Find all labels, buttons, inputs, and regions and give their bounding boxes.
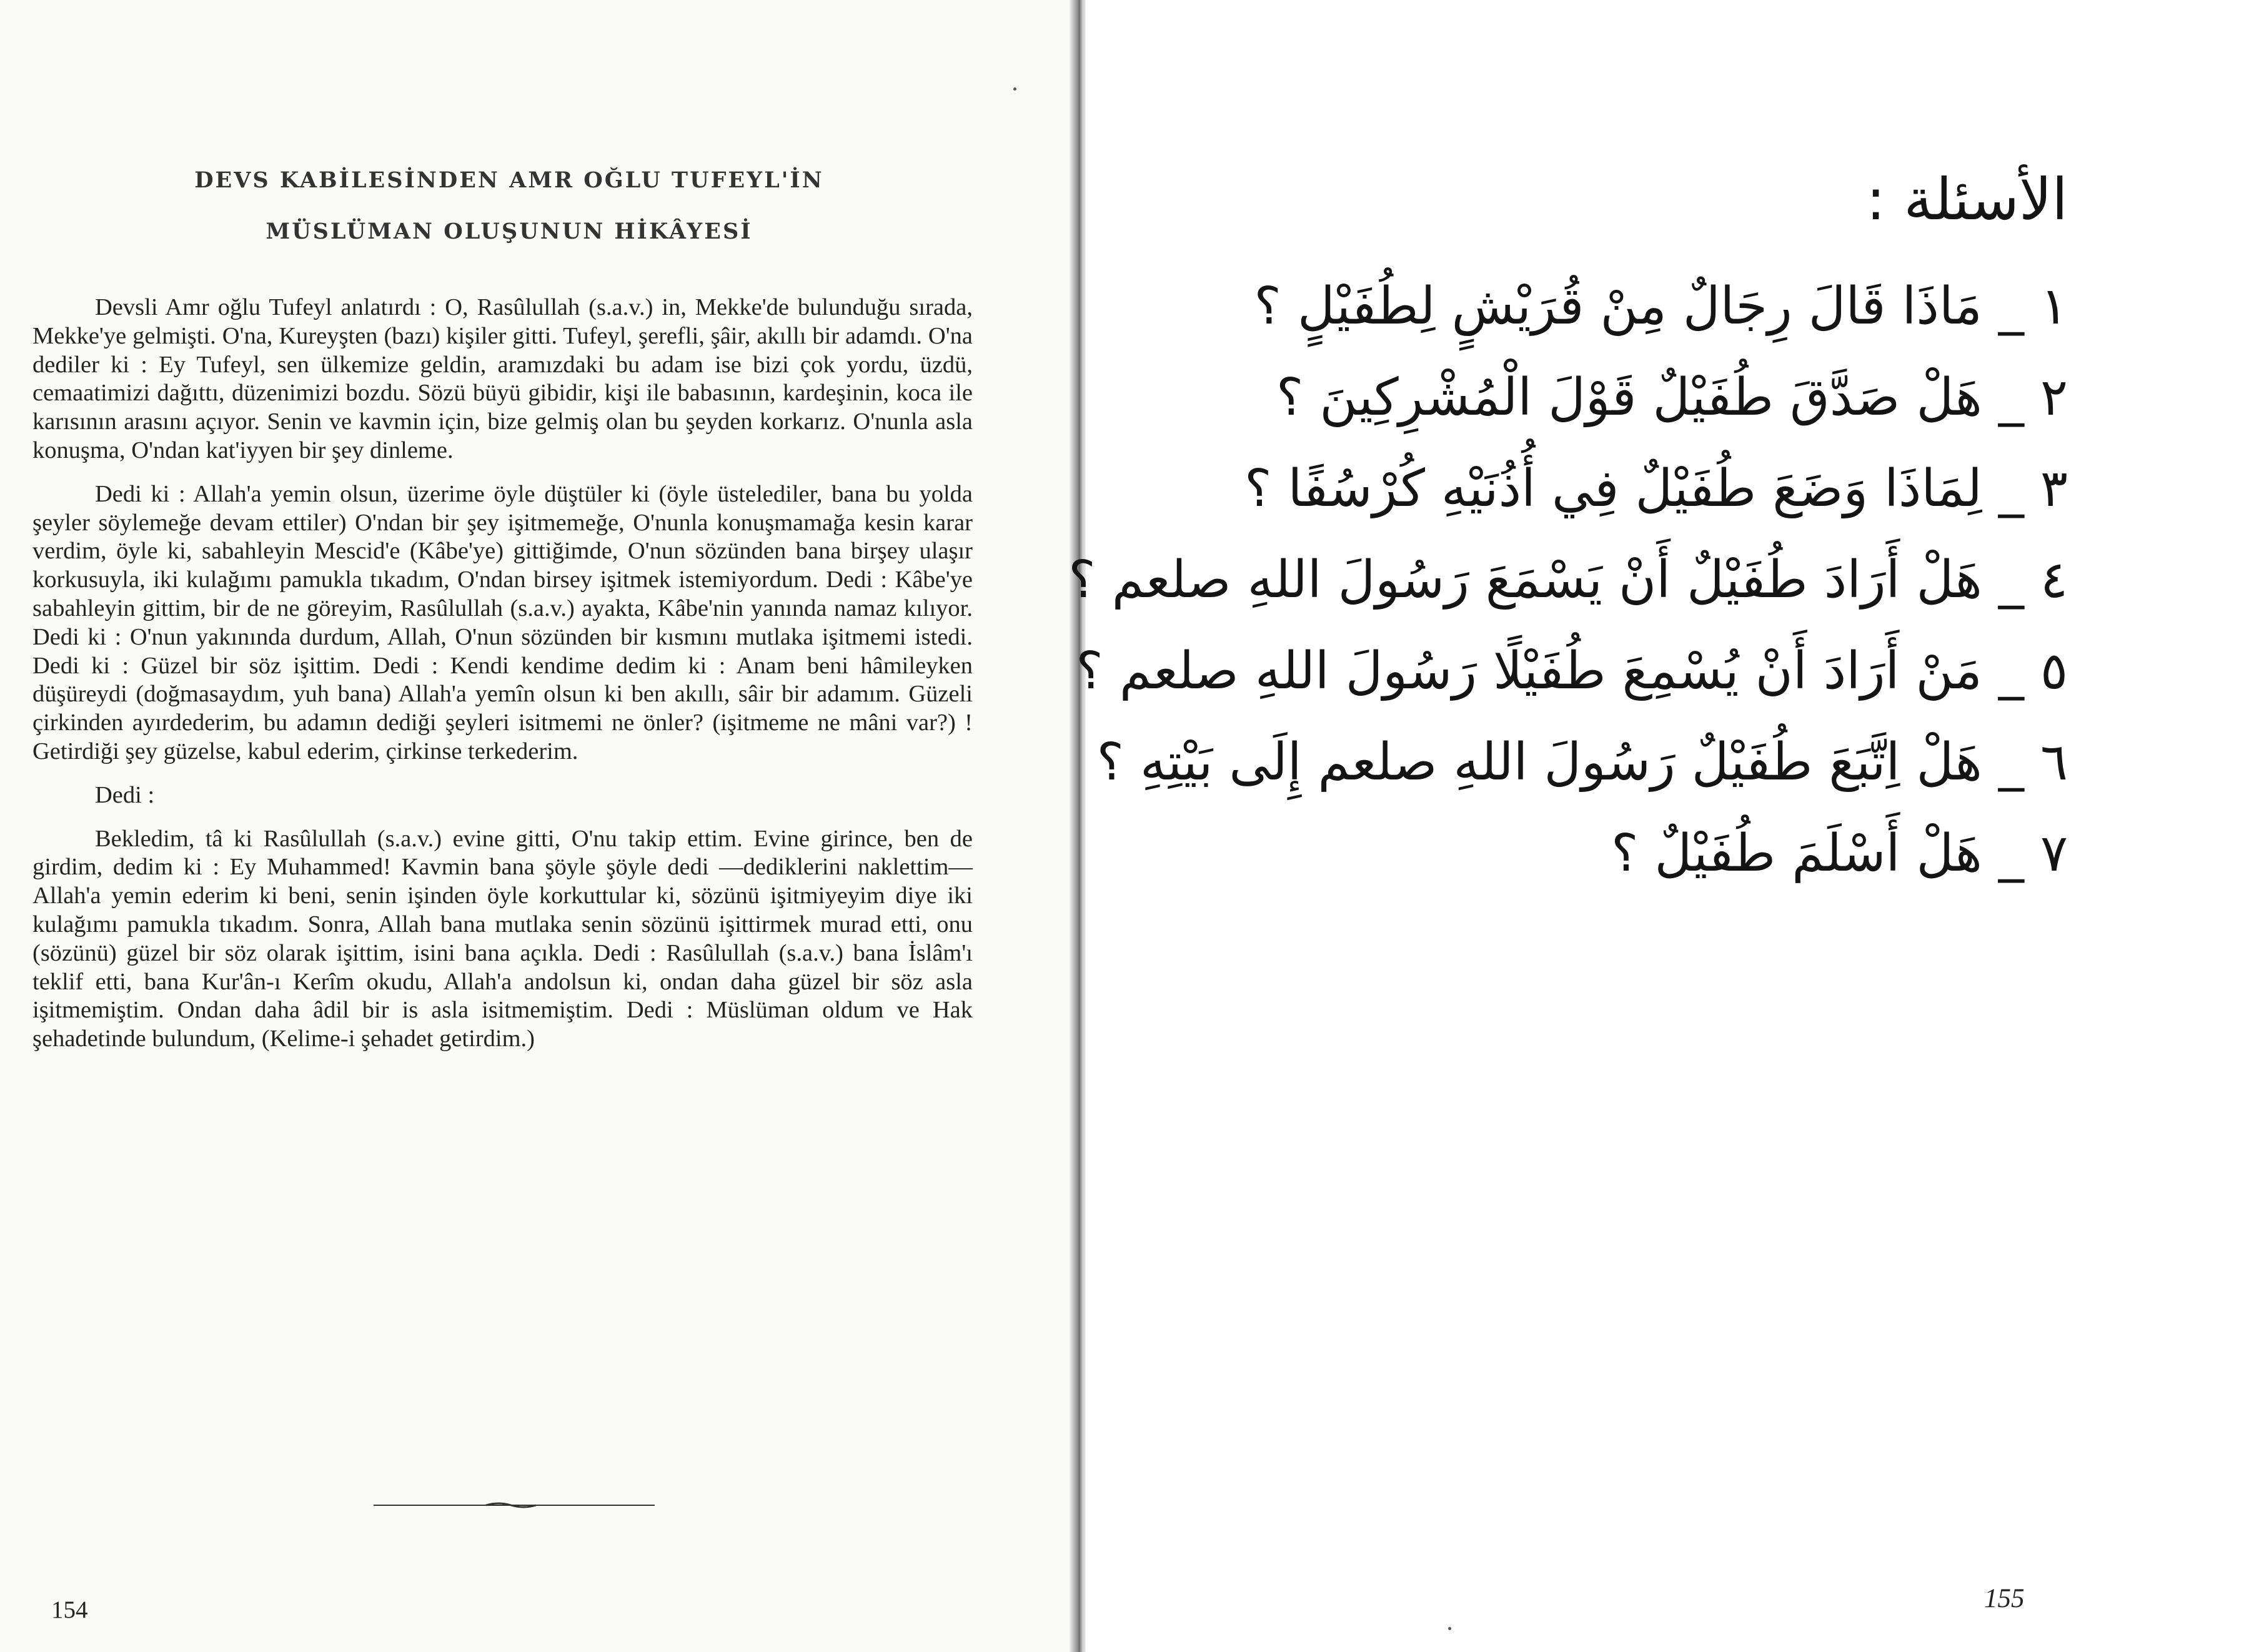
question-2: ٢ _ هَلْ صَدَّقَ طُفَيْلٌ قَوْلَ الْمُشْرِكِينَ ؟ bbox=[1276, 368, 2068, 427]
story-text bbox=[32, 294, 973, 1054]
paragraph-4: Bekledim, tâ ki Rasûlullah (s.a.v.) evine gitti, O'nu takip ettim. Evine girince, ben de girdim, dedim ki : Ey Muhammed! Kavmin bana şöyle şöyle dedi —dediklerini naklettim— Allah'a yemin ederim ki beni, senin işinden öyle korkuttular ki, sözünü işitmiyeyim diye iki kulağımı pamukla tıkadım. Sonra, Allah bana mutlaka senin sözünü işittirmek murad etti, onu (sözünü) güzel bir söz olarak işittim, isini bana açıkla. Dedi : Rasûlullah (s.a.v.) bana İslâm'ı teklif etti, bana Kur'ân-ı Kerîm okudu, Allah'a andolsun ki, ondan daha güzel bir söz asla işitmemiştim. Ondan daha âdil bir is asla isitmemiştim. Dedi : Müslüman oldum ve Hak şehadetinde bulundum, (Kelime-i şehadet getirdim.) bbox=[32, 825, 973, 1052]
question-7: ٧ _ هَلْ أَسْلَمَ طُفَيْلٌ ؟ bbox=[1611, 824, 2068, 883]
left-page bbox=[0, 0, 1073, 1652]
title-line-2: MÜSLÜMAN OLUŞUNUN HİKÂYESİ bbox=[266, 219, 753, 244]
chapter-title bbox=[94, 155, 925, 257]
paragraph-1: Devsli Amr oğlu Tufeyl anlatırdı : O, Rasûlullah (s.a.v.) in, Mekke'de bulunduğu sırada, Mekke'ye gelmişti. O'na, Kureyşten (bazı) kişiler gitti. Tufeyl, şerefli, şâir, akıllı bir adamdı. O'na dediler ki : Ey Tufeyl, sen ülkemize geldin, aramızdaki bu adam ise bizi çok yordu, üzdü, cemaatimizi dağıttı, düzenimizi bozdu. Sözü büyü gibidir, kişi ile babasının, kardeşinin, koca ile karısının arasını açıyor. Senin ve kavmin için, bize gelmiş olan bu şeyden korkarız. O'nunla asla konuşma, O'ndan kat'iyyen bir şey dinleme. bbox=[32, 294, 973, 463]
questions-heading: الأسئلة : bbox=[1866, 166, 2068, 233]
speck-mark bbox=[1448, 1627, 1451, 1630]
paragraph-2: Dedi ki : Allah'a yemin olsun, üzerime öyle düştüler ki (öyle üstelediler, bana bu yolda şeyler söylemeğe devam ettiler) O'ndan bir şey işitmemeğe, O'nunla konuşmamağa kesin karar verdim, öyle ki, sabahleyin Mescid'e (Kâbe'ye) gittiğimde, O'nun sözünden bana birşey ulaşır korkusuyla, iki kulağımı pamukla tıkadım, O'ndan birsey işitmek istemiyordum. Dedi : Kâbe'ye sabahleyin gittim, bir de ne göreyim, Rasûlullah (s.a.v.) ayakta, Kâbe'nin yanında namaz kılıyor. Dedi ki : O'nun yakınında durdum, Allah, O'nun sözünden bir kısmını mutlaka işitmemi istedi. Dedi ki : Güzel bir söz işittim. Dedi : Kendi kendime dedim ki : Anam beni hâmileyken düşüreydi (doğmasaydım, yuh bana) Allah'a yemîn olsun ki ben akıllı, sâir bir adamım. Güzeli çirkinden ayırdederim, bu adamın dediği şeyleri isitmemi ne önler? (işitmeme ne mâni var?) ! Getirdiği şey güzelse, kabul ederim, çirkinse terkederim. bbox=[32, 480, 973, 764]
questions-block bbox=[1068, 150, 2068, 899]
title-line-1: DEVS KABİLESİNDEN AMR OĞLU TUFEYL'İN bbox=[194, 167, 824, 193]
speck-mark bbox=[1013, 87, 1016, 91]
question-4: ٤ _ هَلْ أَرَادَ طُفَيْلٌ أَنْ يَسْمَعَ رَسُولَ اللهِ صلعم ؟ bbox=[1068, 550, 2068, 610]
paragraph-3: Dedi : bbox=[95, 781, 155, 808]
page-number-left: 154 bbox=[51, 1596, 88, 1623]
ornament-divider-icon bbox=[374, 1501, 655, 1509]
page-number-right: 155 bbox=[1984, 1584, 2025, 1613]
question-3: ٣ _ لِمَاذَا وَضَعَ طُفَيْلٌ فِي أُذُنَيْهِ كُرْسُفًا ؟ bbox=[1244, 459, 2068, 518]
question-5: ٥ _ مَنْ أَرَادَ أَنْ يُسْمِعَ طُفَيْلًا رَسُولَ اللهِ صلعم ؟ bbox=[1076, 641, 2068, 701]
question-1: ١ _ مَاذَا قَالَ رِجَالٌ مِنْ قُرَيْشٍ لِطُفَيْلٍ ؟ bbox=[1254, 277, 2068, 336]
question-6: ٦ _ هَلْ اِتَّبَعَ طُفَيْلٌ رَسُولَ اللهِ صلعم إِلَى بَيْتِهِ ؟ bbox=[1096, 733, 2068, 792]
